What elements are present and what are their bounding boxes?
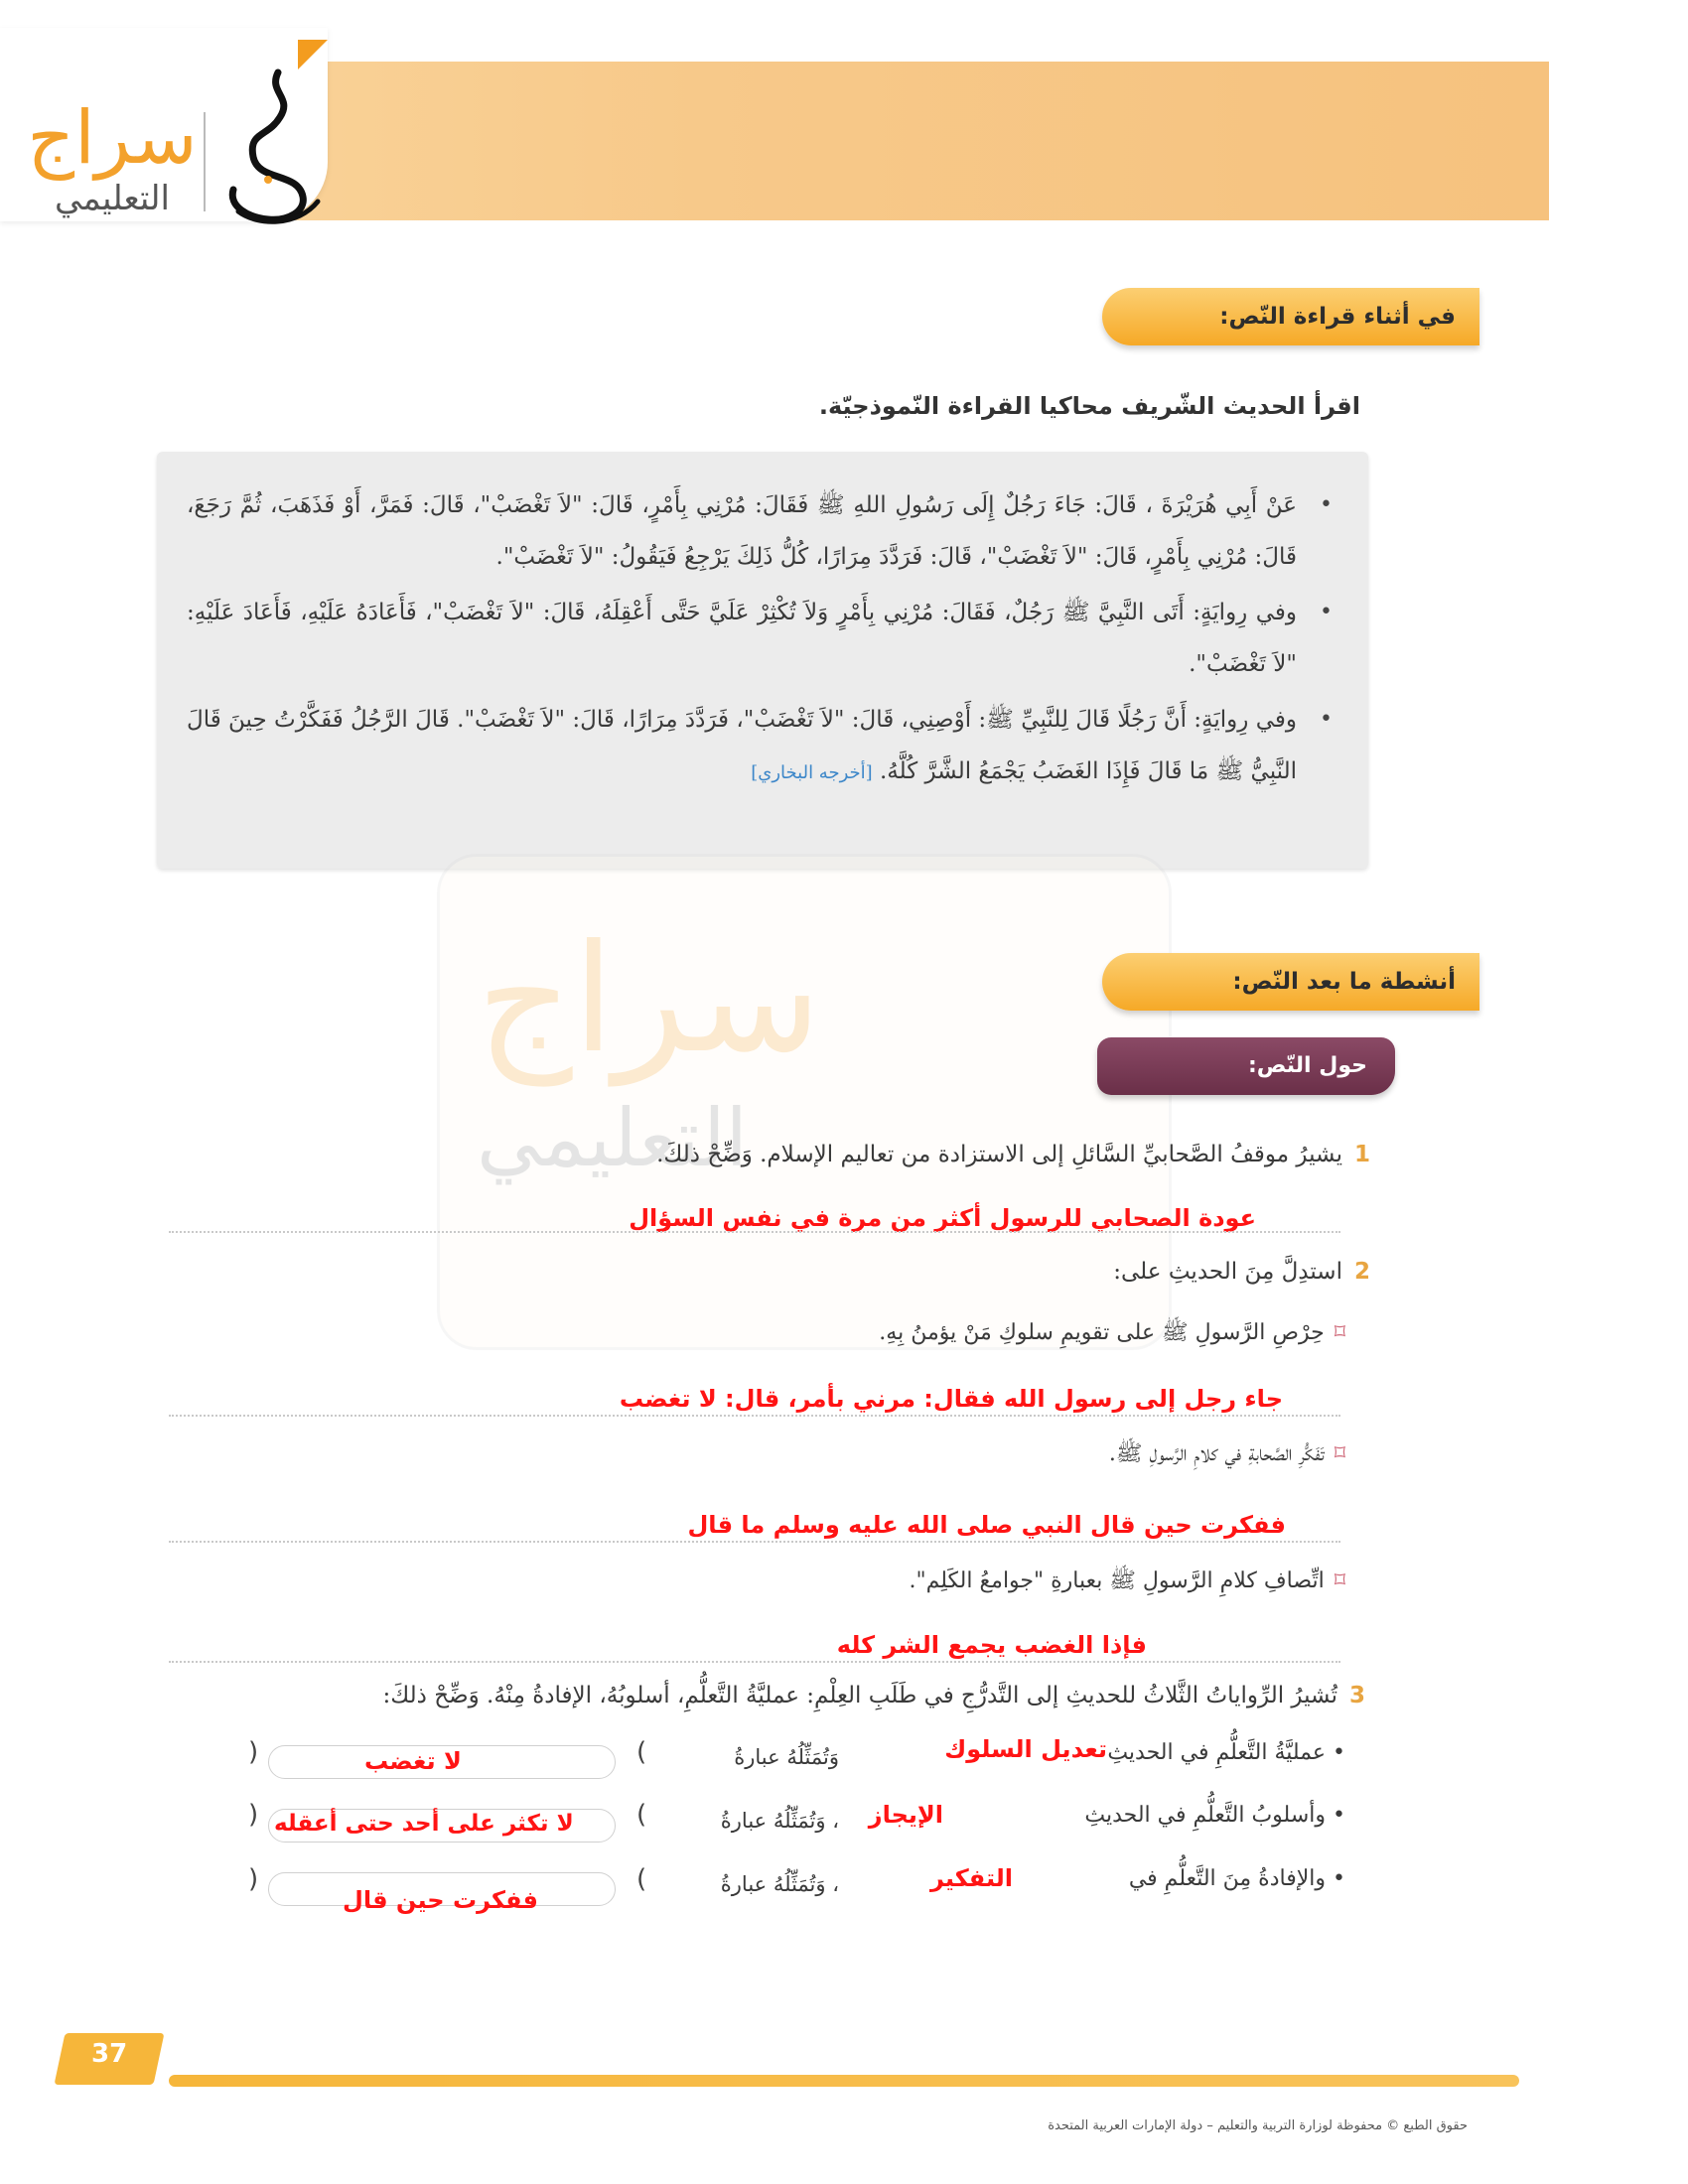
reading-instruction: اقرأ الحديث الشّريف محاكيا القراءة النّموذجيّة. [818,392,1360,420]
bullet-icon: • [1320,492,1333,517]
question-3: 3تُشيرُ الرِّواياتُ الثَّلاثُ للحديثِ إلى التَّدرُّجِ في طَلَبِ العِلْمِ: عمليَّةُ التَّعلُّمِ، أسلوبُهُ، الإفادةُ مِنْهُ. وَضِّحْ ذلكَ: [382,1683,1365,1708]
logo-subtitle: التعليمي [55,179,170,218]
paren-open: ( [636,1800,647,1830]
item-marker-icon: ⌑ [1334,1320,1345,1345]
row-1-middle: وَتُمَثِّلُهُ عبارةُ [734,1745,839,1769]
answer-3-1-box: لا تغضب [364,1747,462,1775]
answer-line [169,1231,1340,1233]
answer-1: عودة الصحابي للرسول أكثر من مرة في نفس السؤال [629,1204,1256,1232]
answer-3-2-box: لا تكثر على أحد حتى أعقله [274,1811,574,1837]
paren-close: ) [248,1737,259,1767]
answer-2-1: جاء رجل إلى رسول الله فقال: مرني بأمر، قال: لا تغضب [619,1385,1283,1413]
hadith-source: [أخرجه البخاري] [751,762,873,783]
answer-line [169,1661,1340,1663]
bullet-icon: • [1320,600,1333,624]
page-number: 37 [91,2039,128,2069]
item-marker-icon: ⌑ [1334,1569,1345,1593]
logo [0,28,328,221]
watermark-name: سراج [477,913,821,1086]
question-number: 1 [1353,1142,1370,1167]
bullet-icon: • [1333,1803,1345,1828]
bullet-icon: • [1333,1866,1345,1891]
row-2-middle: ، وَتُمَثِّلُهُ عبارةُ [720,1809,839,1833]
question-2-item-2: ⌑تَفَكُّرِ الصَّحابةِ في كلامِ الرَّسولِ ﷺ. [1108,1441,1345,1466]
subsection-title-about-text: حول النّص: [1097,1037,1395,1095]
section-title-after: أنشطة ما بعد النّص: [1102,953,1479,1011]
answer-3-3-box: ففكرت حين قال [343,1886,538,1914]
footer-copyright: حقوق الطبع © محفوظة لوزارة التربية والتعليم – دولة الإمارات العربية المتحدة [1048,2118,1468,2133]
logo-calligraphy-icon [209,63,328,231]
question-number: 3 [1348,1683,1365,1708]
hadith-narration-3: • وفي رِوايَةٍ: أَنَّ رَجُلًا قَالَ لِلنَّبِيِّ ﷺ: أَوْصِنِي، قَالَ: "لاَ تَغْضَبْ"، فَرَدَّدَ مِرَارًا، قَالَ: "لاَ تَغْضَبْ". قَالَ الرَّجُلُ فَفَكَّرْتُ حِينَ قَالَ النَّبِيُّ ﷺ مَا قَالَ فَإِذَا الغَضَبُ يَجْمَعُ الشَّرَّ كُلَّهُ. [أخرجه البخاري] [187,694,1333,799]
question-3-row-1: • عمليَّةُ التَّعلُّمِ في الحديثِ [1107,1740,1345,1765]
logo-text [18,97,207,218]
question-2-item-3: ⌑اتِّصافِ كلامِ الرَّسولِ ﷺ بعبارةِ "جوامعُ الكَلِم". [909,1569,1345,1593]
logo-name: سراج [27,95,198,181]
answer-3-3-fill: التفكير [930,1864,1013,1892]
answer-2-2: ففكرت حين قال النبي صلى الله عليه وسلم ما قال [687,1511,1286,1539]
answer-3-2-fill: الإيجاز [868,1801,943,1829]
watermark-subtitle: التعليمي [477,1092,748,1184]
answer-3-1-fill: تعديل السلوك [944,1735,1107,1763]
paren-open: ( [636,1737,647,1767]
footer-bar [169,2075,1519,2087]
answer-line [169,1415,1340,1417]
question-2-item-1: ⌑حِرْصِ الرَّسولِ ﷺ على تقويمِ سلوكِ مَنْ يؤمنُ بِهِ. [879,1320,1345,1345]
bullet-icon: • [1333,1740,1345,1765]
paren-close: ) [248,1800,259,1830]
row-3-middle: ، وَتُمَثِّلُهُ عبارةُ [720,1872,839,1896]
paren-open: ( [636,1864,647,1894]
question-1: 1يشيرُ موقفُ الصَّحابيِّ السَّائلِ إلى الاستزادة من تعاليم الإسلام. وَضِّحْ ذلكَ. [656,1142,1370,1167]
hadith-narration-2: • وفي رِوايَةٍ: أَتَى النَّبِيَّ ﷺ رَجُلٌ، فَقَالَ: مُرْنِي بِأَمْرٍ وَلاَ تُكْثِرْ عَلَيَّ حَتَّى أَعْقِلَهُ، قَالَ: "لاَ تَغْضَبْ"، فَأَعَادَهُ عَلَيْهِ، فَأَعَادَ عَلَيْهِ: "لاَ تَغْضَبْ". [187,587,1333,690]
item-marker-icon: ⌑ [1334,1441,1345,1466]
bullet-icon: • [1320,707,1333,732]
answer-2-3: فإذا الغضب يجمع الشر كله [836,1631,1147,1659]
hadith-narration-1: • عَنْ أَبِي هُرَيْرَةَ ، قَالَ: جَاءَ رَجُلٌ إِلَى رَسُولِ اللهِ ﷺ فَقَالَ: مُرْنِي بِأَمْرٍ، قَالَ: "لاَ تَغْضَبْ"، قَالَ: فَمَرَّ، أَوْ فَذَهَبَ، ثُمَّ رَجَعَ، قَالَ: مُرْنِي بِأَمْرٍ، قَالَ: "لاَ تَغْضَبْ"، قَالَ: فَرَدَّدَ مِرَارًا، كُلُّ ذَلِكَ يَرْجِعُ فَيَقُولُ: "لاَ تَغْضَبْ". [187,479,1333,583]
watermark-logo [437,854,1172,1370]
question-2: 2استدِلَّ مِنَ الحديثِ على: [1113,1259,1370,1285]
question-number: 2 [1353,1259,1370,1285]
question-3-row-3: • والإفادةُ مِنَ التَّعلُّمِ في [1128,1866,1345,1891]
question-3-row-2: • وأسلوبُ التَّعلُّمِ في الحديثِ [1084,1803,1345,1828]
paren-close: ) [248,1864,259,1894]
section-title-reading: في أثناء قراءة النّص: [1102,288,1479,345]
hadith-box [157,452,1368,869]
answer-line [169,1541,1340,1543]
